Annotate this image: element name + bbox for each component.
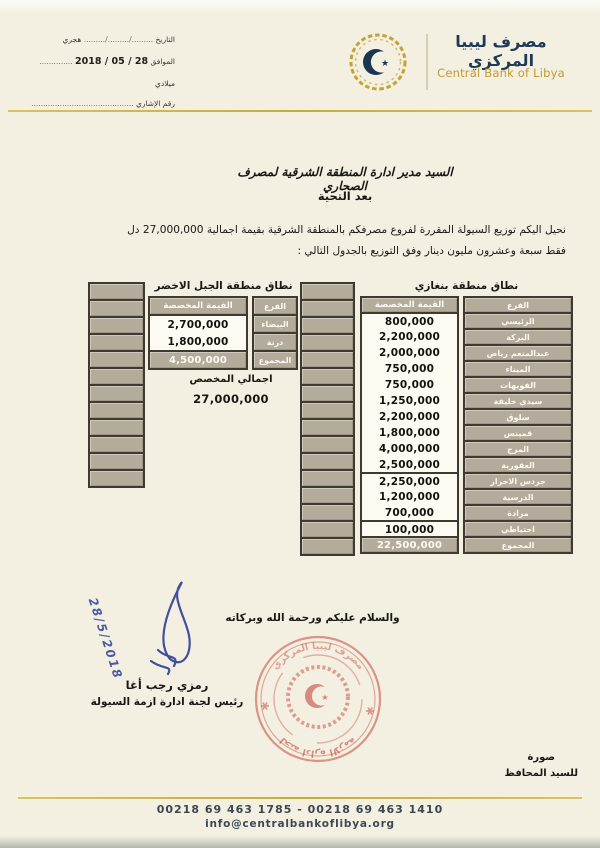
hijri-date-line: التاريخ ........./........./......... هجري bbox=[62, 35, 175, 44]
table-row bbox=[149, 332, 298, 352]
grand-total-label: اجمالي المخصص bbox=[189, 374, 273, 385]
body-paragraph bbox=[88, 220, 566, 261]
branch-cell: الفرع bbox=[252, 296, 298, 316]
value-cell: القيمة المخصصة bbox=[148, 296, 248, 316]
scan-edge-bottom bbox=[0, 836, 600, 848]
recipient-line: السيد مدير ادارة المنطقة الشرقية لمصرف الصحاري bbox=[237, 165, 453, 193]
value-cell: 750,000 bbox=[360, 376, 459, 394]
value-cell: 1,800,000 bbox=[148, 332, 248, 352]
stamp-text-bottom: لجنة ادارة الازمة bbox=[277, 734, 359, 760]
branch-cell: البيضاء bbox=[252, 314, 298, 334]
branch-cell: مرادة bbox=[463, 504, 573, 522]
table-row bbox=[149, 314, 298, 334]
grand-total-value: 27,000,000 bbox=[193, 392, 269, 406]
branch-cell: الفرع bbox=[463, 296, 573, 314]
crescent-wreath-icon bbox=[334, 22, 422, 102]
value-cell: 2,700,000 bbox=[148, 314, 248, 334]
logo-divider bbox=[426, 34, 428, 90]
copy-note-line2: للسيد المحافظ bbox=[504, 768, 578, 779]
value-cell: 1,200,000 bbox=[360, 488, 459, 506]
footer-rule bbox=[18, 797, 582, 799]
branch-cell: عبدالمنعم رياض bbox=[463, 344, 573, 362]
handwritten-date: 28/5/2018 bbox=[85, 596, 126, 682]
branch-cell: الميناء bbox=[463, 360, 573, 378]
grand-total-block bbox=[151, 374, 311, 406]
header-rule bbox=[8, 110, 592, 112]
body-line-2: فقط سبعة وعشرون مليون دينار وفق التوزيع بالجدول التالي : bbox=[297, 244, 566, 257]
copy-note-line1: صورة bbox=[527, 752, 556, 763]
green-mountain-table bbox=[149, 296, 298, 370]
branch-cell: الدرسية bbox=[463, 488, 573, 506]
value-cell: 100,000 bbox=[360, 520, 459, 538]
value-cell: 1,800,000 bbox=[360, 424, 459, 442]
benghazi-table bbox=[360, 296, 573, 554]
branch-cell: العقورية bbox=[463, 456, 573, 474]
branch-cell: المجموع bbox=[463, 536, 573, 554]
bank-name-english: Central Bank of Libya bbox=[437, 66, 565, 80]
table-row bbox=[360, 536, 573, 554]
reference-number-line: رقم الإشاري ........................................... bbox=[31, 98, 175, 108]
value-cell: 4,500,000 bbox=[148, 350, 248, 370]
branch-cell: المرج bbox=[463, 440, 573, 458]
branch-cell: احتياطي bbox=[463, 520, 573, 538]
footer-email: info@centralbankoflibya.org bbox=[205, 818, 395, 830]
value-cell: 700,000 bbox=[360, 504, 459, 522]
branch-cell: درنة bbox=[252, 332, 298, 352]
branch-cell: سلوق bbox=[463, 408, 573, 426]
branch-cell: الفويهات bbox=[463, 376, 573, 394]
value-cell: 2,200,000 bbox=[360, 408, 459, 426]
table-row bbox=[149, 350, 298, 370]
official-stamp-icon bbox=[243, 626, 393, 776]
greeting-line: بعد التحية bbox=[317, 189, 373, 203]
copy-note bbox=[505, 750, 578, 782]
svg-text:★: ★ bbox=[380, 59, 390, 69]
gregorian-date-line: الموافق 2018 / 05 / 28 .............. ميلادي bbox=[39, 55, 175, 89]
branch-cell: الرئيسي bbox=[463, 312, 573, 330]
body-line-1: نحيل اليكم توزيع السيولة المقررة لفروع مصرفكم بالمنطقة الشرقية بقيمة اجمالية 27,000,000 دل bbox=[127, 224, 566, 236]
branch-cell: البركة bbox=[463, 328, 573, 346]
stamp-text-top: مصرف ليبيا المركزي bbox=[270, 640, 367, 672]
closing-salutation: والسلام عليكم ورحمة الله وبركاته bbox=[225, 612, 400, 624]
svg-text:★: ★ bbox=[321, 693, 329, 702]
middle-empty-column bbox=[300, 282, 355, 556]
signer-title: رئيس لجنة ادارة ازمة السيولة bbox=[90, 696, 244, 708]
table-row bbox=[149, 296, 298, 316]
bank-logo bbox=[334, 22, 574, 102]
bank-name-arabic: مصرف ليبيا المركزي bbox=[455, 32, 547, 70]
footer-phones: 00218 69 463 1785 - 00218 69 463 1410 bbox=[156, 803, 444, 816]
branch-cell: جردس الاحرار bbox=[463, 472, 573, 490]
signer-block bbox=[62, 678, 272, 708]
signature-icon bbox=[138, 574, 216, 676]
date-block bbox=[20, 30, 175, 113]
signer-name: رمزي رجب أغا bbox=[125, 678, 209, 692]
value-cell: 4,000,000 bbox=[360, 440, 459, 458]
left-empty-column bbox=[88, 282, 145, 488]
gregorian-date-value: 2018 / 05 / 28 bbox=[75, 55, 149, 67]
value-cell: 800,000 bbox=[360, 312, 459, 330]
branch-cell: المجموع bbox=[252, 350, 298, 370]
value-cell: 2,250,000 bbox=[360, 472, 459, 490]
value-cell: 2,000,000 bbox=[360, 344, 459, 362]
branch-cell: سيدي خليفة bbox=[463, 392, 573, 410]
value-cell: 1,250,000 bbox=[360, 392, 459, 410]
value-cell: القيمة المخصصة bbox=[360, 296, 459, 314]
branch-cell: قمينس bbox=[463, 424, 573, 442]
empty-cell bbox=[88, 469, 145, 488]
benghazi-title: نطاق منطقة بنغازي bbox=[414, 280, 519, 292]
value-cell: 2,200,000 bbox=[360, 328, 459, 346]
scan-edge-top bbox=[0, 0, 600, 14]
value-cell: 750,000 bbox=[360, 360, 459, 378]
green-mountain-title: نطاق منطقة الجبل الاخضر bbox=[154, 280, 293, 292]
value-cell: 22,500,000 bbox=[360, 536, 459, 554]
value-cell: 2,500,000 bbox=[360, 456, 459, 474]
empty-cell bbox=[300, 537, 355, 556]
